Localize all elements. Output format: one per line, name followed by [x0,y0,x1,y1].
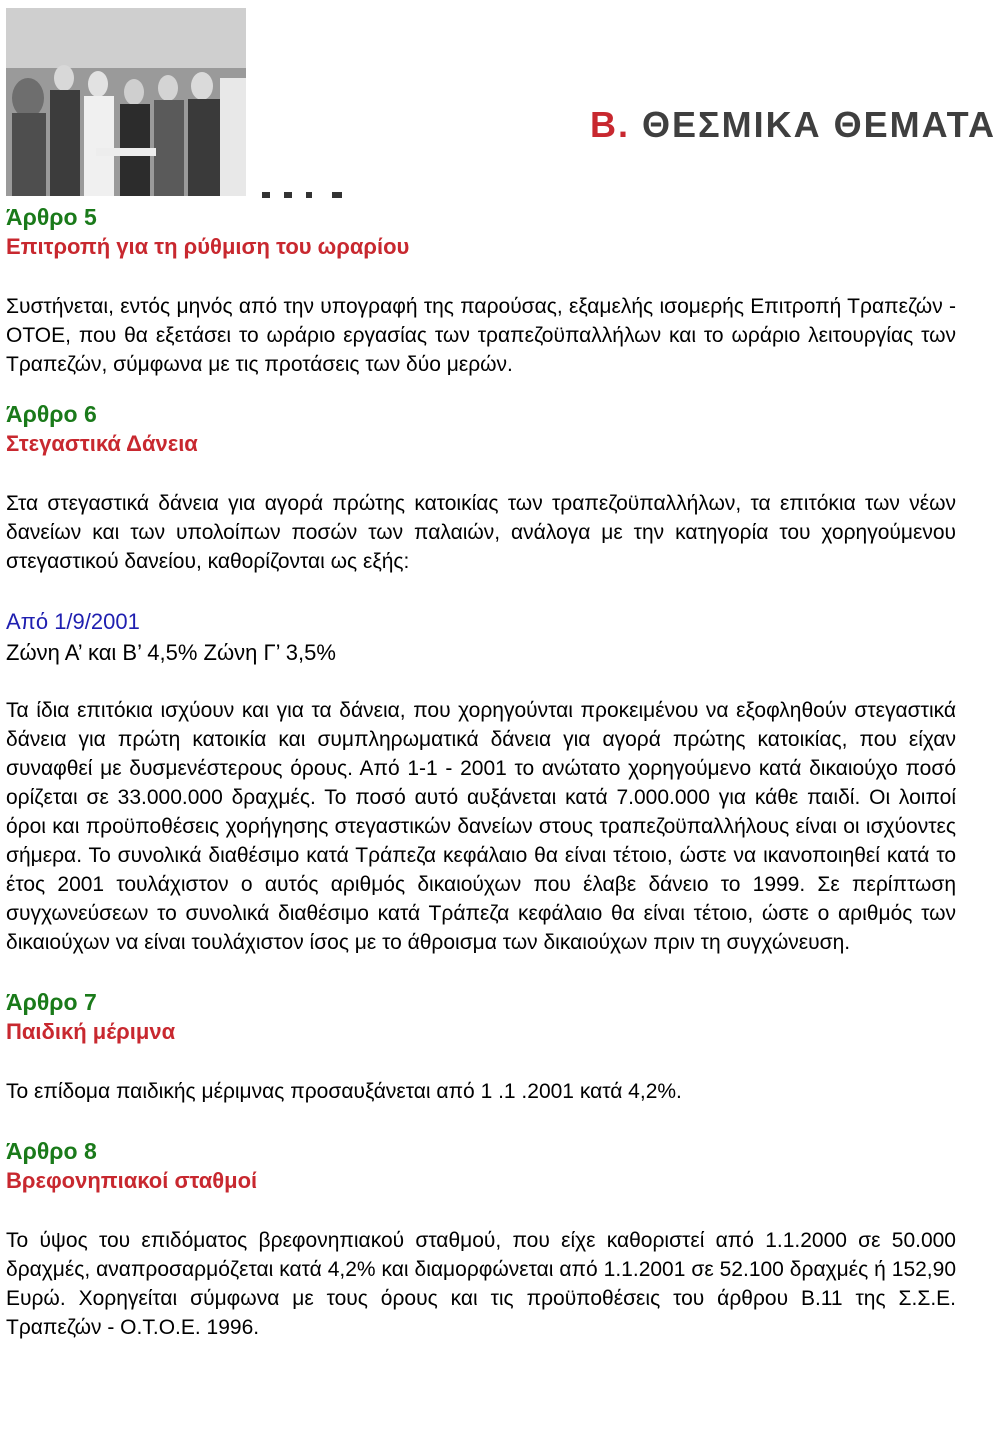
document-body [6,202,956,1342]
photo-figures [6,8,246,196]
article-5 [6,202,956,379]
effective-date: Από 1/9/2001 [6,609,140,634]
article-number: Άρθρο 7 [6,989,97,1015]
article-paragraph: Το ύψος του επιδόματος βρεφονηπιακού σταθμού, που είχε καθοριστεί από 1.1.2000 σε 50.000 δραχμές, αναπροσαρμόζεται κατά 4,2% και διαμορφώνεται από 1.1.2001 σε 52.100 δραχμές ή 152,90 Ευρώ. Χορηγείται σύμφωνα με τους όρους και τις προϋποθέσεις του άρθρου Β.11 της Σ.Σ.Ε. Τραπεζών - Ο.Τ.Ο.Ε. 1996. [6,1229,956,1339]
article-paragraph: Στα στεγαστικά δάνεια για αγορά πρώτης κατοικίας των τραπεζοϋπαλλήλων, τα επιτόκια των νέων δανείων και των υπολοίπων ποσών των παλαιών, ανάλογα με την κατηγορία του χορηγούμενου στεγαστικού δανείου, καθορίζονται ως εξής: [6,492,956,573]
article-number: Άρθρο 8 [6,1138,97,1164]
article-paragraph: Το επίδομα παιδικής μέριμνας προσαυξάνεται από 1 .1 .2001 κατά 4,2%. [6,1080,682,1103]
article-8 [6,1136,956,1342]
article-7 [6,987,956,1106]
section-title [590,104,996,146]
interest-rates: Ζώνη Α’ και Β’ 4,5% Ζώνη Γ’ 3,5% [6,640,336,665]
article-title: Βρεφονηπιακοί σταθμοί [6,1168,258,1193]
article-number: Άρθρο 6 [6,401,97,427]
decorative-marks [262,190,352,200]
article-number: Άρθρο 5 [6,204,97,230]
section-letter: Β. [590,104,630,145]
article-title: Παιδική μέριμνα [6,1019,176,1044]
page-header [0,0,996,200]
article-title: Επιτροπή για τη ρύθμιση του ωραρίου [6,234,410,259]
article-title: Στεγαστικά Δάνεια [6,431,198,456]
section-title-text: ΘΕΣΜΙΚΑ ΘΕΜΑΤΑ [642,104,996,145]
article-paragraph: Τα ίδια επιτόκια ισχύουν και για τα δάνεια, που χορηγούνται προκειμένου να εξοφληθούν στεγαστικά δάνεια για πρώτη κατοικία και συμπληρωματικά δάνεια για αγορά πρώτης κατοικίας, που είχαν συναφθεί με δυσμενέστερους όρους. Από 1-1 - 2001 το ανώτατο χορηγούμενο κατά δικαιούχο ποσό ορίζεται σε 33.000.000 δραχμές. Το ποσό αυτό αυξάνεται κατά 7.000.000 για κάθε παιδί. Οι λοιποί όροι και προϋποθέσεις χορήγησης στεγαστικών δανείων στους τραπεζοϋπαλλήλους είναι οι ισχύοντες σήμερα. Το συνολικά διαθέσιμο κατά Τράπεζα κεφάλαιο θα είναι τέτοιο, ώστε να ικανοποιηθεί κατά το έτος 2001 τουλάχιστον ο αυτός αριθμός δικαιούχων που έλαβε δάνειο το 1999. Σε περίπτωση συγχωνεύσεων το συνολικά διαθέσιμο κατά Τράπεζα κεφάλαιο θα είναι τέτοιο, ώστε ο αριθμός των δικαιούχων να είναι τουλάχιστον ίσος με το άθροισμα των δικαιούχων πριν τη συγχώνευση. [6,699,956,954]
group-photo [6,8,246,196]
article-6 [6,399,956,957]
article-paragraph: Συστήνεται, εντός μηνός από την υπογραφή της παρούσας, εξαμελής ισομερής Επιτροπή Τραπεζών - ΟΤΟΕ, που θα εξετάσει το ωράριο εργασίας των τραπεζοϋπαλλήλων και το ωράριο λειτουργίας των Τραπεζών, σύμφωνα με τις προτάσεις των δύο μερών. [6,295,956,376]
